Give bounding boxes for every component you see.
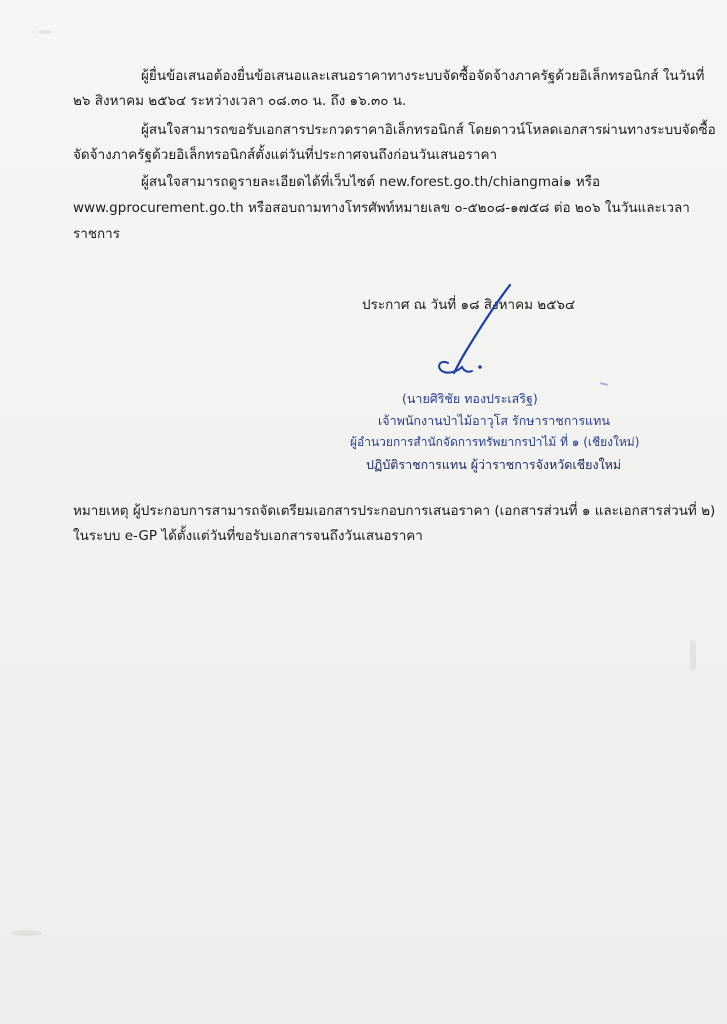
para2-line1: ผู้สนใจสามารถขอรับเอกสารประกวดราคาอิเล็กทรอนิกส์ โดยดาวน์โหลดเอกสารผ่านทางระบบจัดซื้อ [141,122,716,138]
note-line1: หมายเหตุ ผู้ประกอบการสามารถจัดเตรียมเอกสารประกอบการเสนอราคา (เอกสารส่วนที่ ๑ และเอกสารส่วนที่ ๒) [73,503,716,519]
scan-speck [12,930,42,936]
para2-line2: จัดจ้างภาครัฐด้วยอิเล็กทรอนิกส์ตั้งแต่วันที่ประกาศจนถึงก่อนวันเสนอราคา [73,147,498,163]
para3-line3: ราชการ [73,226,120,242]
signatory-title1: เจ้าพนักงานป่าไม้อาวุโส รักษาราชการแทน [378,413,610,428]
para1-line2: ๒๖ สิงหาคม ๒๕๖๔ ระหว่างเวลา ๐๘.๓๐ น. ถึง ๑๖.๓๐ น. [73,93,407,109]
ink-mark [600,382,608,386]
signatory-title2: ผู้อำนวยการสำนักจัดการทรัพยากรป่าไม้ ที่ ๑ (เชียงใหม่) [350,435,640,449]
announcement-date: ประกาศ ณ วันที่ ๑๘ สิงหาคม ๒๕๖๔ [362,297,576,313]
signatory-title3: ปฏิบัติราชการแทน ผู้ว่าราชการจังหวัดเชียงใหม่ [366,457,622,472]
handwritten-signature [418,283,518,383]
scan-speck [38,30,52,34]
note-line2: ในระบบ e-GP ได้ตั้งแต่วันที่ขอรับเอกสารจนถึงวันเสนอราคา [73,528,423,544]
signatory-name: (นายศิริชัย ทองประเสริฐ) [402,391,538,406]
para3-line2: www.gprocurement.go.th หรือสอบถามทางโทรศัพท์หมายเลข ๐-๕๒๐๘-๑๗๕๘ ต่อ ๒๐๖ ในวันและเวลา [73,200,690,216]
para1-line1: ผู้ยื่นข้อเสนอต้องยื่นข้อเสนอและเสนอราคาทางระบบจัดซื้อจัดจ้างภาครัฐด้วยอิเล็กทรอนิกส์ ในวันที่ [141,68,705,84]
scan-speck [690,640,696,670]
para3-line1: ผู้สนใจสามารถดูรายละเอียดได้ที่เว็บไซต์ new.forest.go.th/chiangmai๑ หรือ [141,174,601,190]
